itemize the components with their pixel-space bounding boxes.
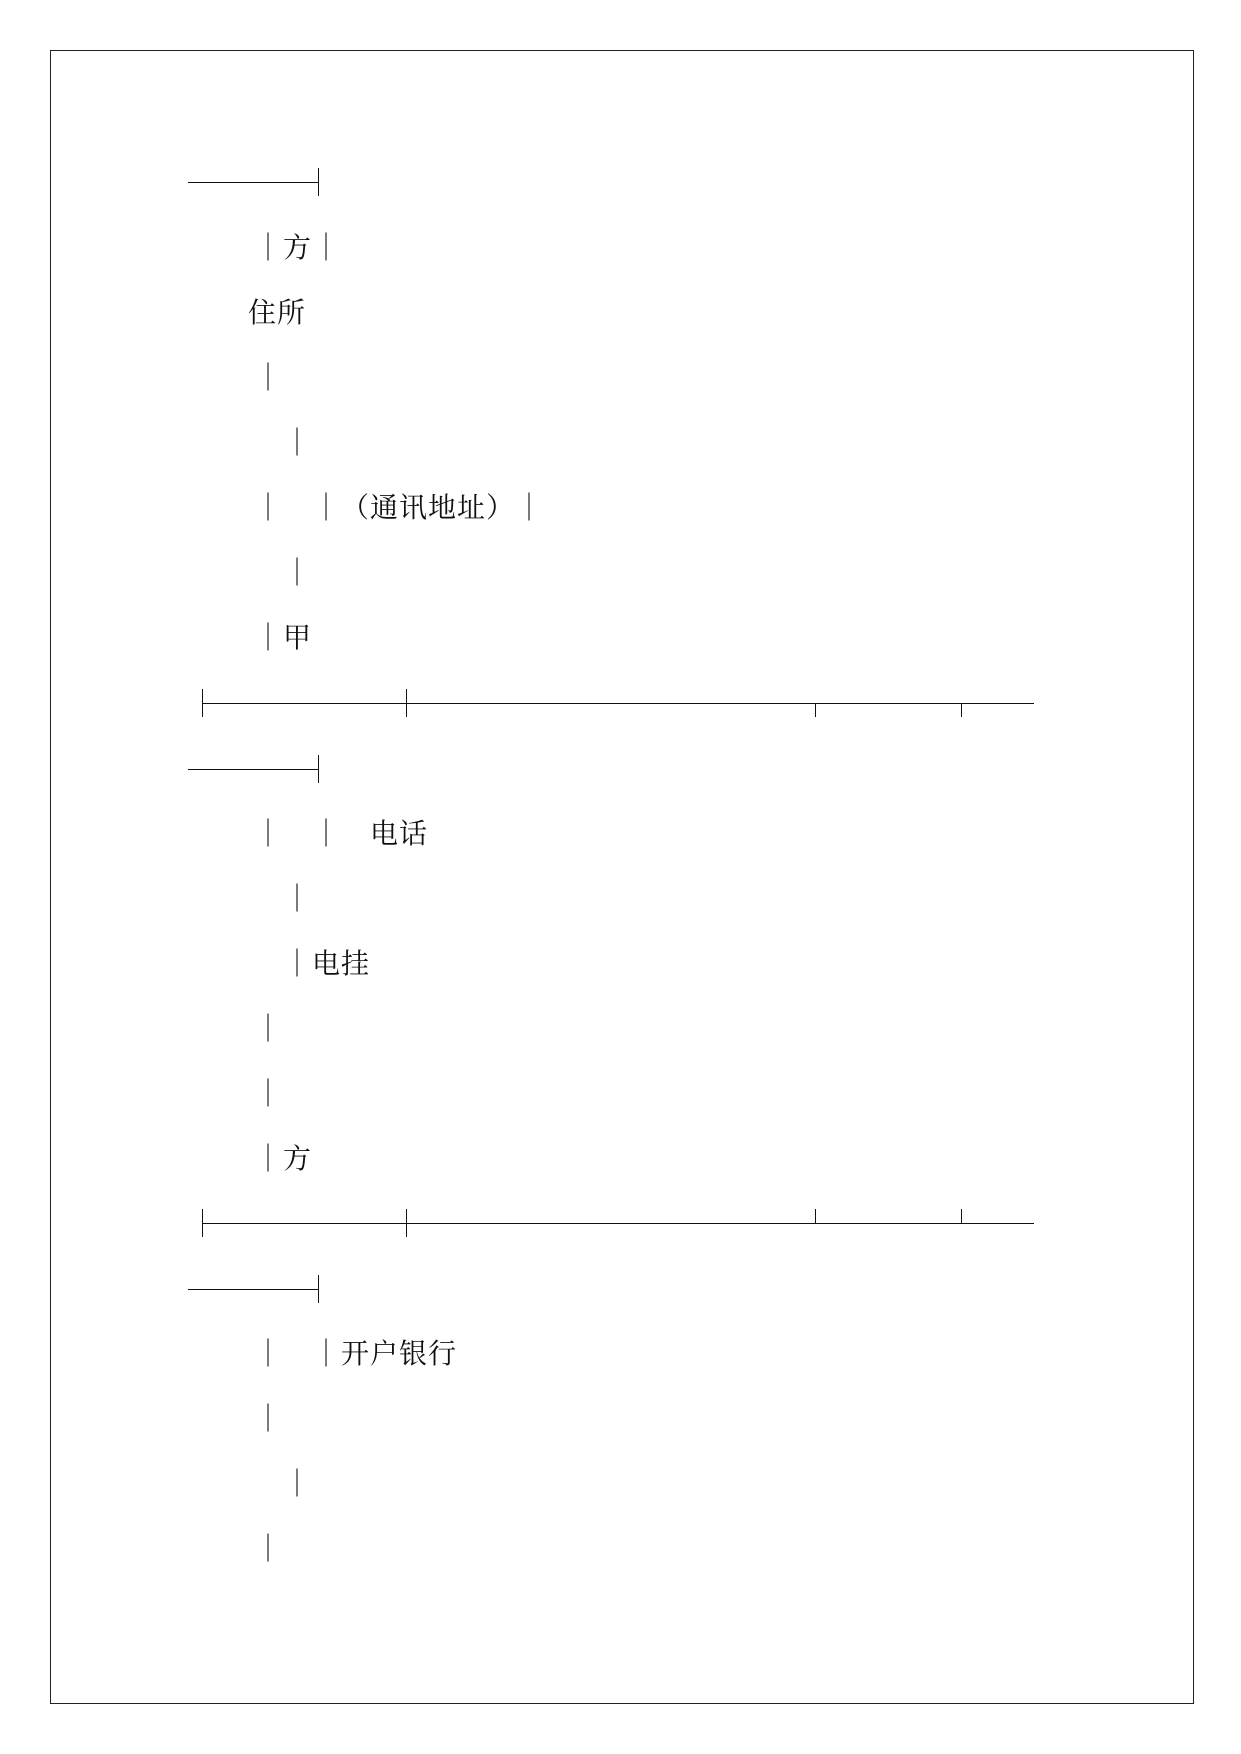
table-rule-tick (961, 703, 962, 717)
table-rule-tick (202, 689, 203, 717)
table-text-line: 住所 (248, 296, 307, 329)
table-text-line: ｜ (254, 1532, 284, 1565)
table-text-line: ｜ ｜ 电话 (254, 817, 429, 850)
table-text-line: ｜方 (254, 1142, 313, 1175)
table-rule (188, 769, 319, 770)
table-rule-tick (406, 689, 407, 717)
table-rule (188, 182, 319, 183)
table-text-line: ｜甲 (254, 621, 313, 654)
table-text-line: ｜ ｜（通讯地址）｜ (254, 491, 545, 524)
table-text-line: ｜ (254, 1012, 284, 1045)
table-rule-tick (815, 703, 816, 717)
table-text-line: ｜ ｜开户银行 (254, 1337, 458, 1370)
table-text-line: ｜ (283, 426, 313, 459)
table-rule-tick (961, 1209, 962, 1223)
table-text-line: ｜ (283, 882, 313, 915)
table-rule (202, 703, 1034, 704)
table-rule (202, 1223, 1034, 1224)
table-rule (188, 1289, 319, 1290)
table-text-line: ｜ (254, 1077, 284, 1110)
table-rule-tick (202, 1209, 203, 1237)
page-border (50, 50, 1194, 1704)
table-rule-tick (406, 1209, 407, 1237)
table-text-line: ｜电挂 (283, 947, 371, 980)
table-text-line: ｜ (283, 1467, 313, 1500)
table-rule-tick (815, 1209, 816, 1223)
table-text-line: ｜方｜ (254, 231, 342, 264)
table-text-line: ｜ (254, 361, 284, 394)
table-rule-tick (318, 755, 319, 783)
table-rule-tick (318, 168, 319, 196)
table-text-line: ｜ (283, 556, 313, 589)
table-text-line: ｜ (254, 1402, 284, 1435)
table-rule-tick (318, 1275, 319, 1303)
